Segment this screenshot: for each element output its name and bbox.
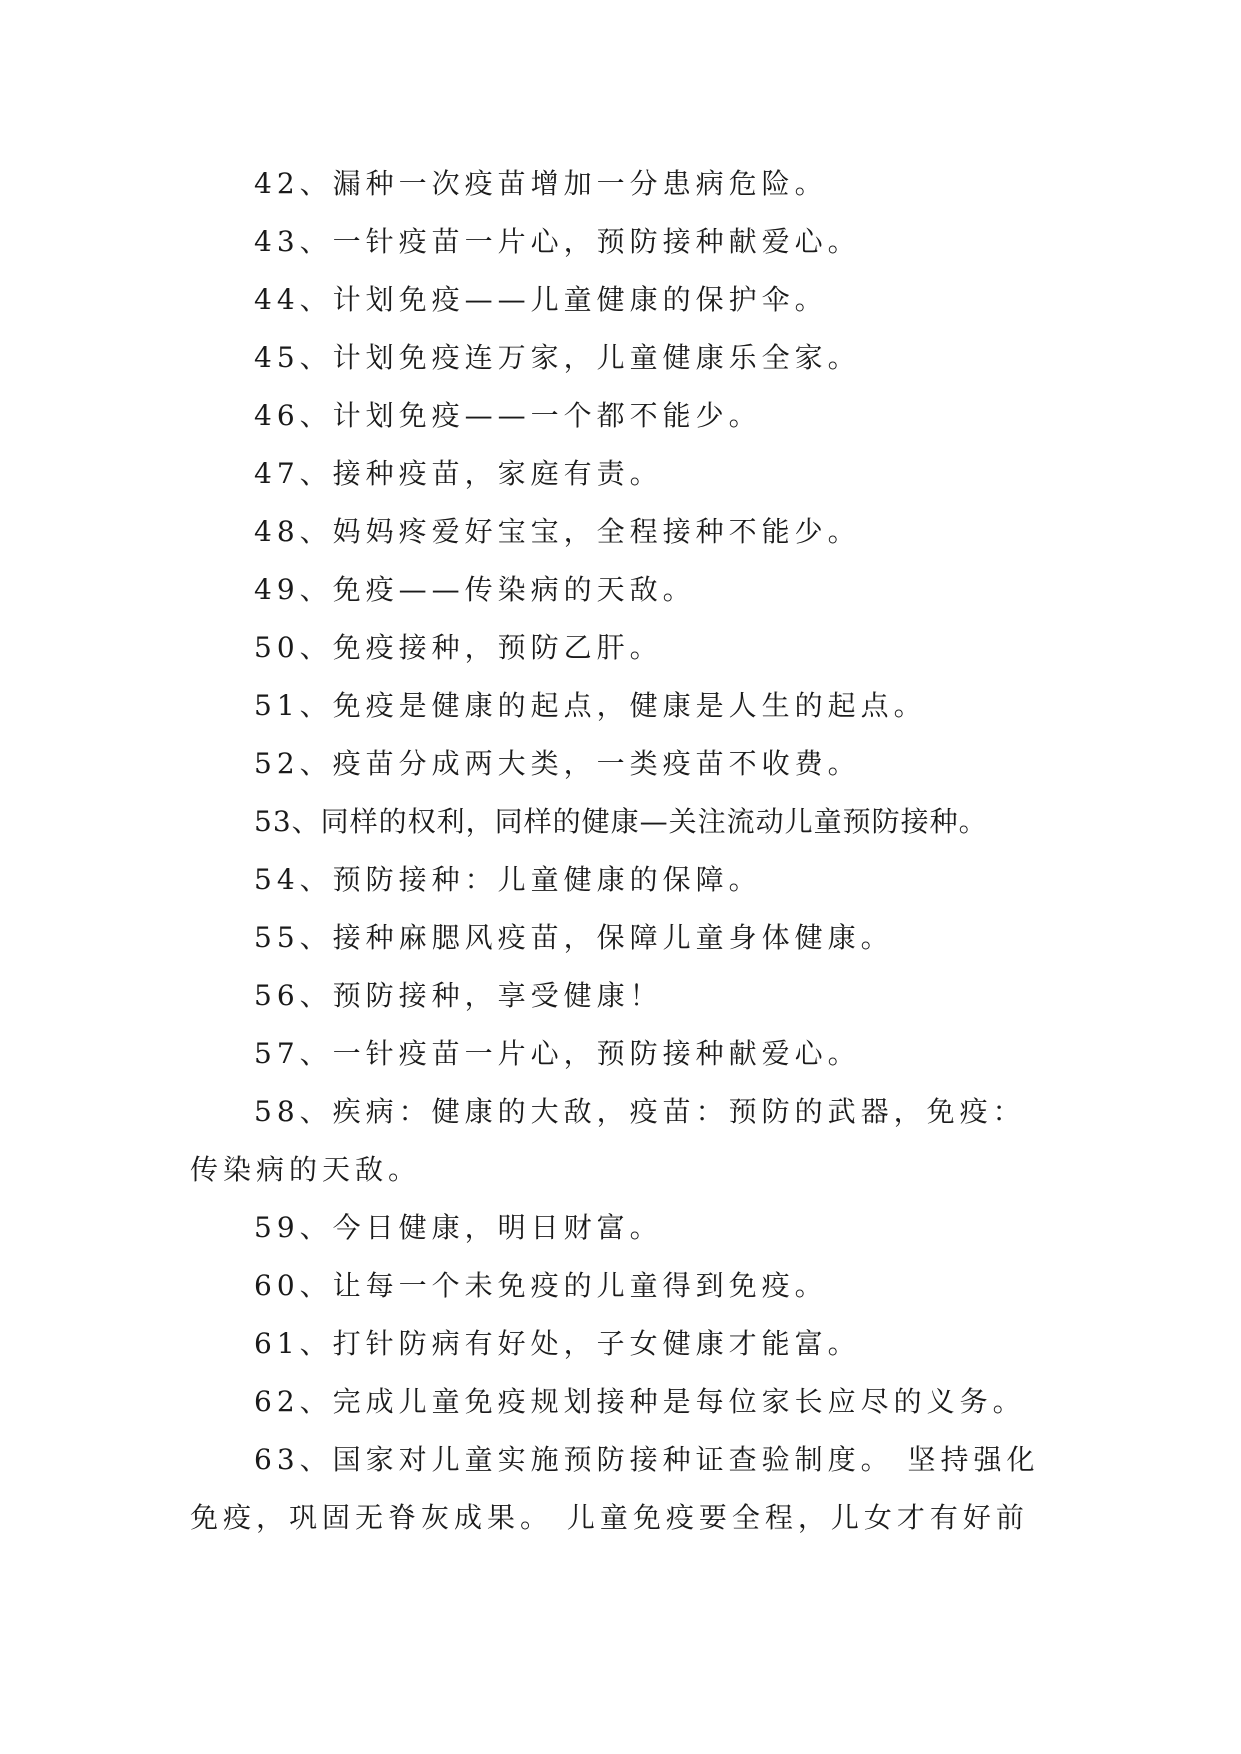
list-item: 63、国家对儿童实施预防接种证查验制度。 坚持强化免疫，巩固无脊灰成果。 儿童免疫要全程，儿女才有好前 xyxy=(190,1443,1040,1534)
list-item: 61、打针防病有好处，子女健康才能富。 xyxy=(254,1327,861,1360)
list-item: 42、漏种一次疫苗增加一分患病危险。 xyxy=(254,167,828,200)
list-item: 45、计划免疫连万家，儿童健康乐全家。 xyxy=(254,341,861,374)
list-item: 62、完成儿童免疫规划接种是每位家长应尽的义务。 xyxy=(254,1385,1026,1418)
list-item: 47、接种疫苗，家庭有责。 xyxy=(254,457,663,490)
list-item: 49、免疫——传染病的天敌。 xyxy=(254,573,696,606)
list-item: 60、让每一个未免疫的儿童得到免疫。 xyxy=(254,1269,828,1302)
list-item: 46、计划免疫——一个都不能少。 xyxy=(254,399,762,432)
list-item: 56、预防接种，享受健康！ xyxy=(254,979,663,1012)
list-item: 53、同样的权利，同样的健康—关注流动儿童预防接种。 xyxy=(254,805,988,838)
list-item: 50、免疫接种，预防乙肝。 xyxy=(254,631,663,664)
list-item: 44、计划免疫——儿童健康的保护伞。 xyxy=(254,283,828,316)
list-item: 51、免疫是健康的起点，健康是人生的起点。 xyxy=(254,689,927,722)
list-item: 58、疾病：健康的大敌，疫苗：预防的武器，免疫：传染病的天敌。 xyxy=(190,1095,1026,1186)
list-item: 52、疫苗分成两大类，一类疫苗不收费。 xyxy=(254,747,861,780)
list-item: 43、一针疫苗一片心，预防接种献爱心。 xyxy=(254,225,861,258)
list-item: 48、妈妈疼爱好宝宝，全程接种不能少。 xyxy=(254,515,861,548)
list-item: 55、接种麻腮风疫苗，保障儿童身体健康。 xyxy=(254,921,894,954)
list-item: 59、今日健康，明日财富。 xyxy=(254,1211,663,1244)
list-item: 57、一针疫苗一片心，预防接种献爱心。 xyxy=(254,1037,861,1070)
document-body xyxy=(190,155,1050,1547)
list-item: 54、预防接种：儿童健康的保障。 xyxy=(254,863,762,896)
